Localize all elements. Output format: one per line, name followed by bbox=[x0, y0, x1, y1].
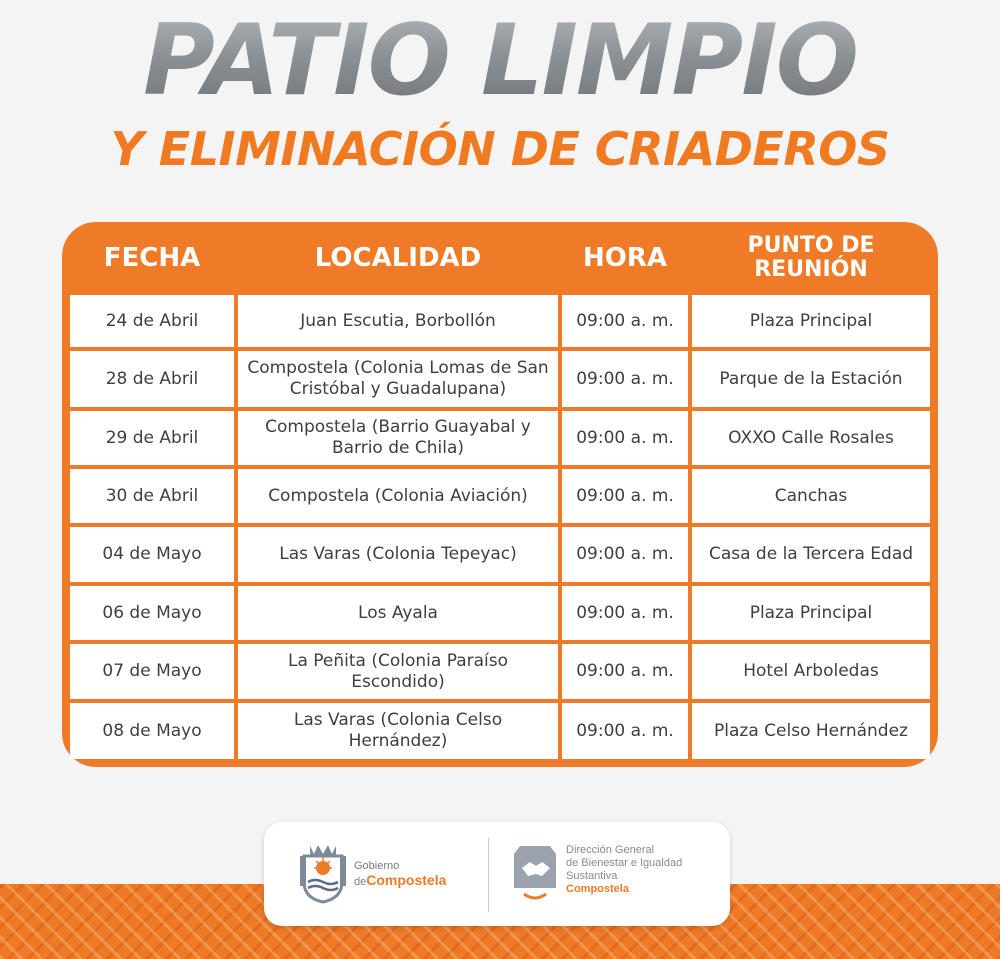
table-cell-localidad: Compostela (Barrio Guayabal y Barrio de Chila) bbox=[238, 411, 558, 465]
table-cell-fecha: 06 de Mayo bbox=[70, 586, 234, 640]
table-cell-punto: Plaza Principal bbox=[692, 586, 930, 640]
table-cell-punto: Hotel Arboledas bbox=[692, 644, 930, 699]
gobierno-brand: Compostela bbox=[366, 872, 447, 888]
header-localidad: LOCALIDAD bbox=[314, 242, 482, 273]
schedule-table bbox=[62, 222, 938, 767]
header-fecha: FECHA bbox=[103, 242, 201, 273]
direccion-general-logo bbox=[566, 844, 726, 896]
table-cell-punto: Canchas bbox=[692, 469, 930, 523]
table-cell-hora: 09:00 a. m. bbox=[562, 411, 688, 465]
header-punto-reunion: PUNTO DE REUNIÓN bbox=[747, 233, 875, 282]
table-cell-punto: Parque de la Estación bbox=[692, 351, 930, 407]
table-cell-punto: Plaza Principal bbox=[692, 295, 930, 347]
table-cell-punto: Casa de la Tercera Edad bbox=[692, 527, 930, 582]
table-cell-fecha: 08 de Mayo bbox=[70, 703, 234, 759]
table-cell-hora: 09:00 a. m. bbox=[562, 469, 688, 523]
page-title: PATIO LIMPIO bbox=[0, 6, 1000, 116]
table-cell-hora: 09:00 a. m. bbox=[562, 586, 688, 640]
table-cell-localidad: Juan Escutia, Borbollón bbox=[238, 295, 558, 347]
direccion-line-3: Sustantiva bbox=[566, 870, 618, 882]
table-cell-fecha: 28 de Abril bbox=[70, 351, 234, 407]
header-hora: HORA bbox=[582, 242, 667, 273]
direccion-line-2: de Bienestar e Igualdad bbox=[566, 857, 683, 869]
table-cell-fecha: 04 de Mayo bbox=[70, 527, 234, 582]
table-cell-hora: 09:00 a. m. bbox=[562, 527, 688, 582]
gobierno-de-label: de bbox=[354, 876, 367, 888]
table-cell-hora: 09:00 a. m. bbox=[562, 351, 688, 407]
handshake-icon bbox=[512, 844, 558, 906]
municipal-crest-icon bbox=[298, 842, 348, 904]
gobierno-label: Gobierno bbox=[354, 860, 400, 872]
logo-card bbox=[264, 822, 730, 926]
gobierno-compostela-logo bbox=[354, 860, 446, 890]
table-cell-punto: Plaza Celso Hernández bbox=[692, 703, 930, 759]
table-cell-localidad: La Peñita (Colonia Paraíso Escondido) bbox=[238, 644, 558, 699]
table-cell-fecha: 24 de Abril bbox=[70, 295, 234, 347]
table-cell-fecha: 29 de Abril bbox=[70, 411, 234, 465]
table-cell-localidad: Compostela (Colonia Aviación) bbox=[238, 469, 558, 523]
table-cell-localidad: Las Varas (Colonia Tepeyac) bbox=[238, 527, 558, 582]
table-cell-hora: 09:00 a. m. bbox=[562, 703, 688, 759]
table-cell-fecha: 30 de Abril bbox=[70, 469, 234, 523]
table-cell-localidad: Los Ayala bbox=[238, 586, 558, 640]
table-cell-localidad: Las Varas (Colonia Celso Hernández) bbox=[238, 703, 558, 759]
table-cell-hora: 09:00 a. m. bbox=[562, 295, 688, 347]
page-subtitle: Y ELIMINACIÓN DE CRIADEROS bbox=[110, 122, 890, 176]
table-cell-hora: 09:00 a. m. bbox=[562, 644, 688, 699]
direccion-line-1: Dirección General bbox=[566, 844, 655, 856]
table-cell-fecha: 07 de Mayo bbox=[70, 644, 234, 699]
table-cell-localidad: Compostela (Colonia Lomas de San Cristóbal y Guadalupana) bbox=[238, 351, 558, 407]
direccion-brand: Compostela bbox=[566, 883, 629, 895]
table-cell-punto: OXXO Calle Rosales bbox=[692, 411, 930, 465]
logo-divider bbox=[488, 838, 489, 912]
